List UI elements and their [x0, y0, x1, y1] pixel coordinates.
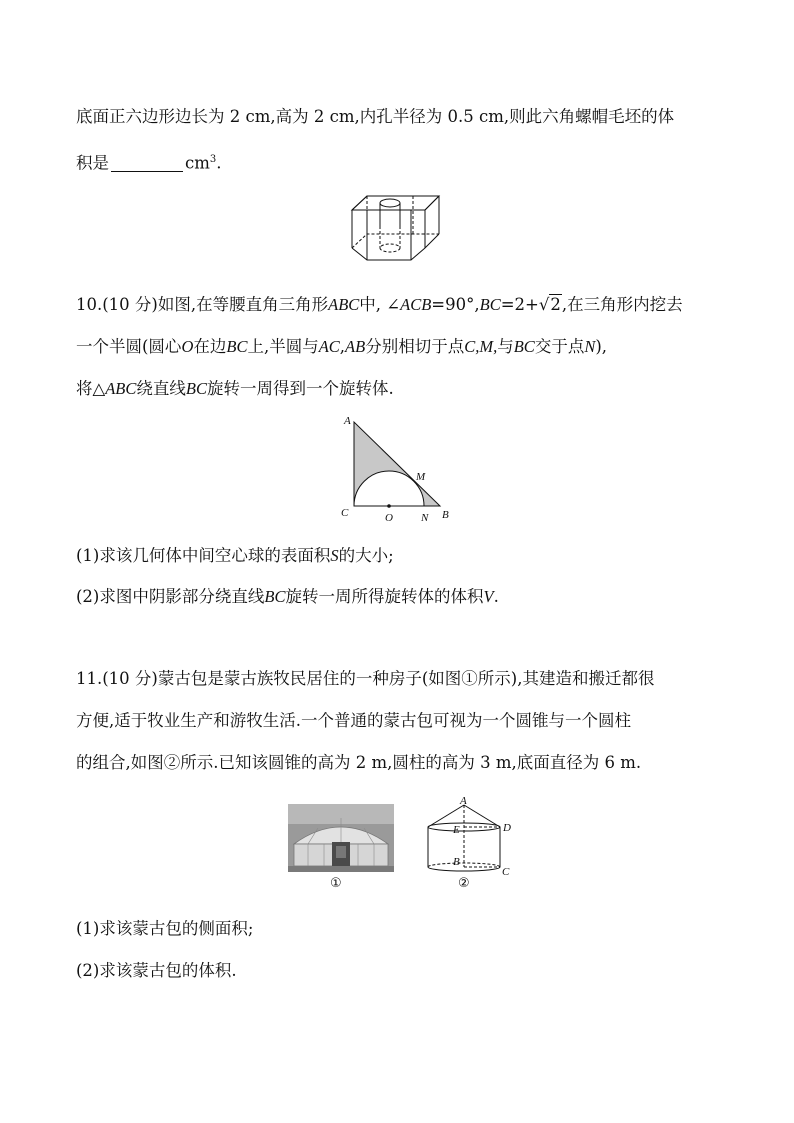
q10-l2-a: 一个半圆(圆心	[76, 337, 182, 356]
fig1-caption: ①	[330, 876, 342, 891]
q9-line2-start: 积是	[76, 153, 109, 173]
q10-p2-c: .	[493, 587, 499, 606]
label-c: C	[341, 507, 349, 519]
label-b2: B	[453, 856, 460, 868]
q10-l2-f: 交于点	[534, 337, 585, 356]
sqrt-radicand: 2	[550, 295, 561, 314]
q10-l1-a: 10.(10 分)如图,在等腰直角三角形	[76, 295, 329, 314]
q10-p2-a: (2)求图中阴影部分绕直线	[76, 587, 265, 606]
q10-l2-o: O	[181, 337, 194, 356]
q11-text-line1: 11.(10 分)蒙古包是蒙古族牧民居住的一种房子(如图①所示),其建造和搬迁都很	[76, 669, 655, 688]
q10-l1-e: ,在三角形内挖去	[561, 295, 683, 314]
q10-part1	[76, 545, 720, 567]
q11-text-line3: 的组合,如图②所示.已知该圆锥的高为 2 m,圆柱的高为 3 m,底面直径为 6 m.	[76, 753, 642, 772]
q9-text-line1: 底面正六边形边长为 2 cm,高为 2 cm,内孔半径为 0.5 cm,则此六角螺帽毛坯的体	[76, 107, 675, 126]
q10-l2-cm: C,M,	[464, 337, 498, 356]
q10-text-line1	[76, 294, 720, 316]
center-point-o	[387, 504, 391, 508]
q10-l2-comma: ,	[339, 337, 346, 356]
q10-l2-d: 分别相切于点	[365, 337, 465, 356]
q10-l2-ac: AC	[318, 337, 340, 356]
answer-blank	[111, 155, 183, 172]
label-o: O	[385, 512, 393, 522]
q10-text-line2	[76, 336, 720, 358]
cone-cylinder-figure	[420, 795, 512, 879]
q10-p2-b: 旋转一周所得旋转体的体积	[285, 587, 484, 606]
q10-l3-abc: ABC	[105, 379, 137, 398]
q10-text-line3	[76, 378, 720, 400]
q10-l2-g: ),	[595, 337, 608, 356]
label-b: B	[442, 509, 449, 521]
q10-l3-a: 将△	[76, 379, 106, 398]
q10-l1-abc: ABC	[328, 295, 360, 314]
q10-p1-b: 的大小;	[338, 546, 394, 565]
triangle-semicircle-figure	[336, 410, 460, 522]
fig2-caption: ②	[458, 876, 470, 891]
q10-l2-bc2: BC	[513, 337, 535, 356]
q10-l3-c: 旋转一周得到一个旋转体.	[206, 379, 394, 398]
q11-part2: (2)求该蒙古包的体积.	[76, 961, 237, 980]
q10-l1-bc: BC	[479, 295, 501, 314]
q10-p2-v: V	[483, 587, 494, 606]
q9-unit: cm	[185, 153, 210, 173]
label-a2: A	[460, 795, 467, 807]
q10-l2-b: 在边	[193, 337, 227, 356]
q10-l1-c: =90°,	[431, 295, 480, 314]
label-m: M	[416, 471, 426, 483]
sqrt-symbol: √2	[538, 295, 561, 314]
label-e: E	[453, 824, 460, 836]
q11-part1: (1)求该蒙古包的侧面积;	[76, 919, 254, 938]
q10-l3-bc: BC	[185, 379, 207, 398]
label-c2: C	[502, 866, 510, 878]
label-a: A	[344, 415, 351, 427]
q10-p1-a: (1)求该几何体中间空心球的表面积	[76, 546, 331, 565]
hex-nut-figure	[345, 190, 447, 266]
q11-text-line2: 方便,适于牧业生产和游牧生活.一个普通的蒙古包可视为一个圆锥与一个圆柱	[76, 711, 631, 730]
q10-l2-ab: AB	[345, 337, 366, 356]
q9-line2-end: .	[216, 153, 222, 173]
q10-l2-bc: BC	[226, 337, 248, 356]
q10-l2-n: N	[584, 337, 596, 356]
label-d: D	[503, 822, 511, 834]
q10-p2-bc: BC	[264, 587, 286, 606]
q10-l1-b: 中, ∠	[359, 295, 401, 314]
label-n: N	[421, 512, 429, 522]
q10-p1-s: S	[330, 546, 339, 565]
q10-part2	[76, 586, 720, 608]
q10-l3-b: 绕直线	[136, 379, 186, 398]
q9-text-line2	[76, 149, 720, 175]
q9-unit-exponent: 3	[209, 154, 217, 165]
q10-l1-acb: ACB	[400, 295, 432, 314]
q10-l1-d: =2+	[500, 295, 539, 314]
q10-l2-c: 上,半圆与	[247, 337, 319, 356]
q10-l2-e: 与	[497, 337, 514, 356]
yurt-photo	[288, 804, 394, 872]
